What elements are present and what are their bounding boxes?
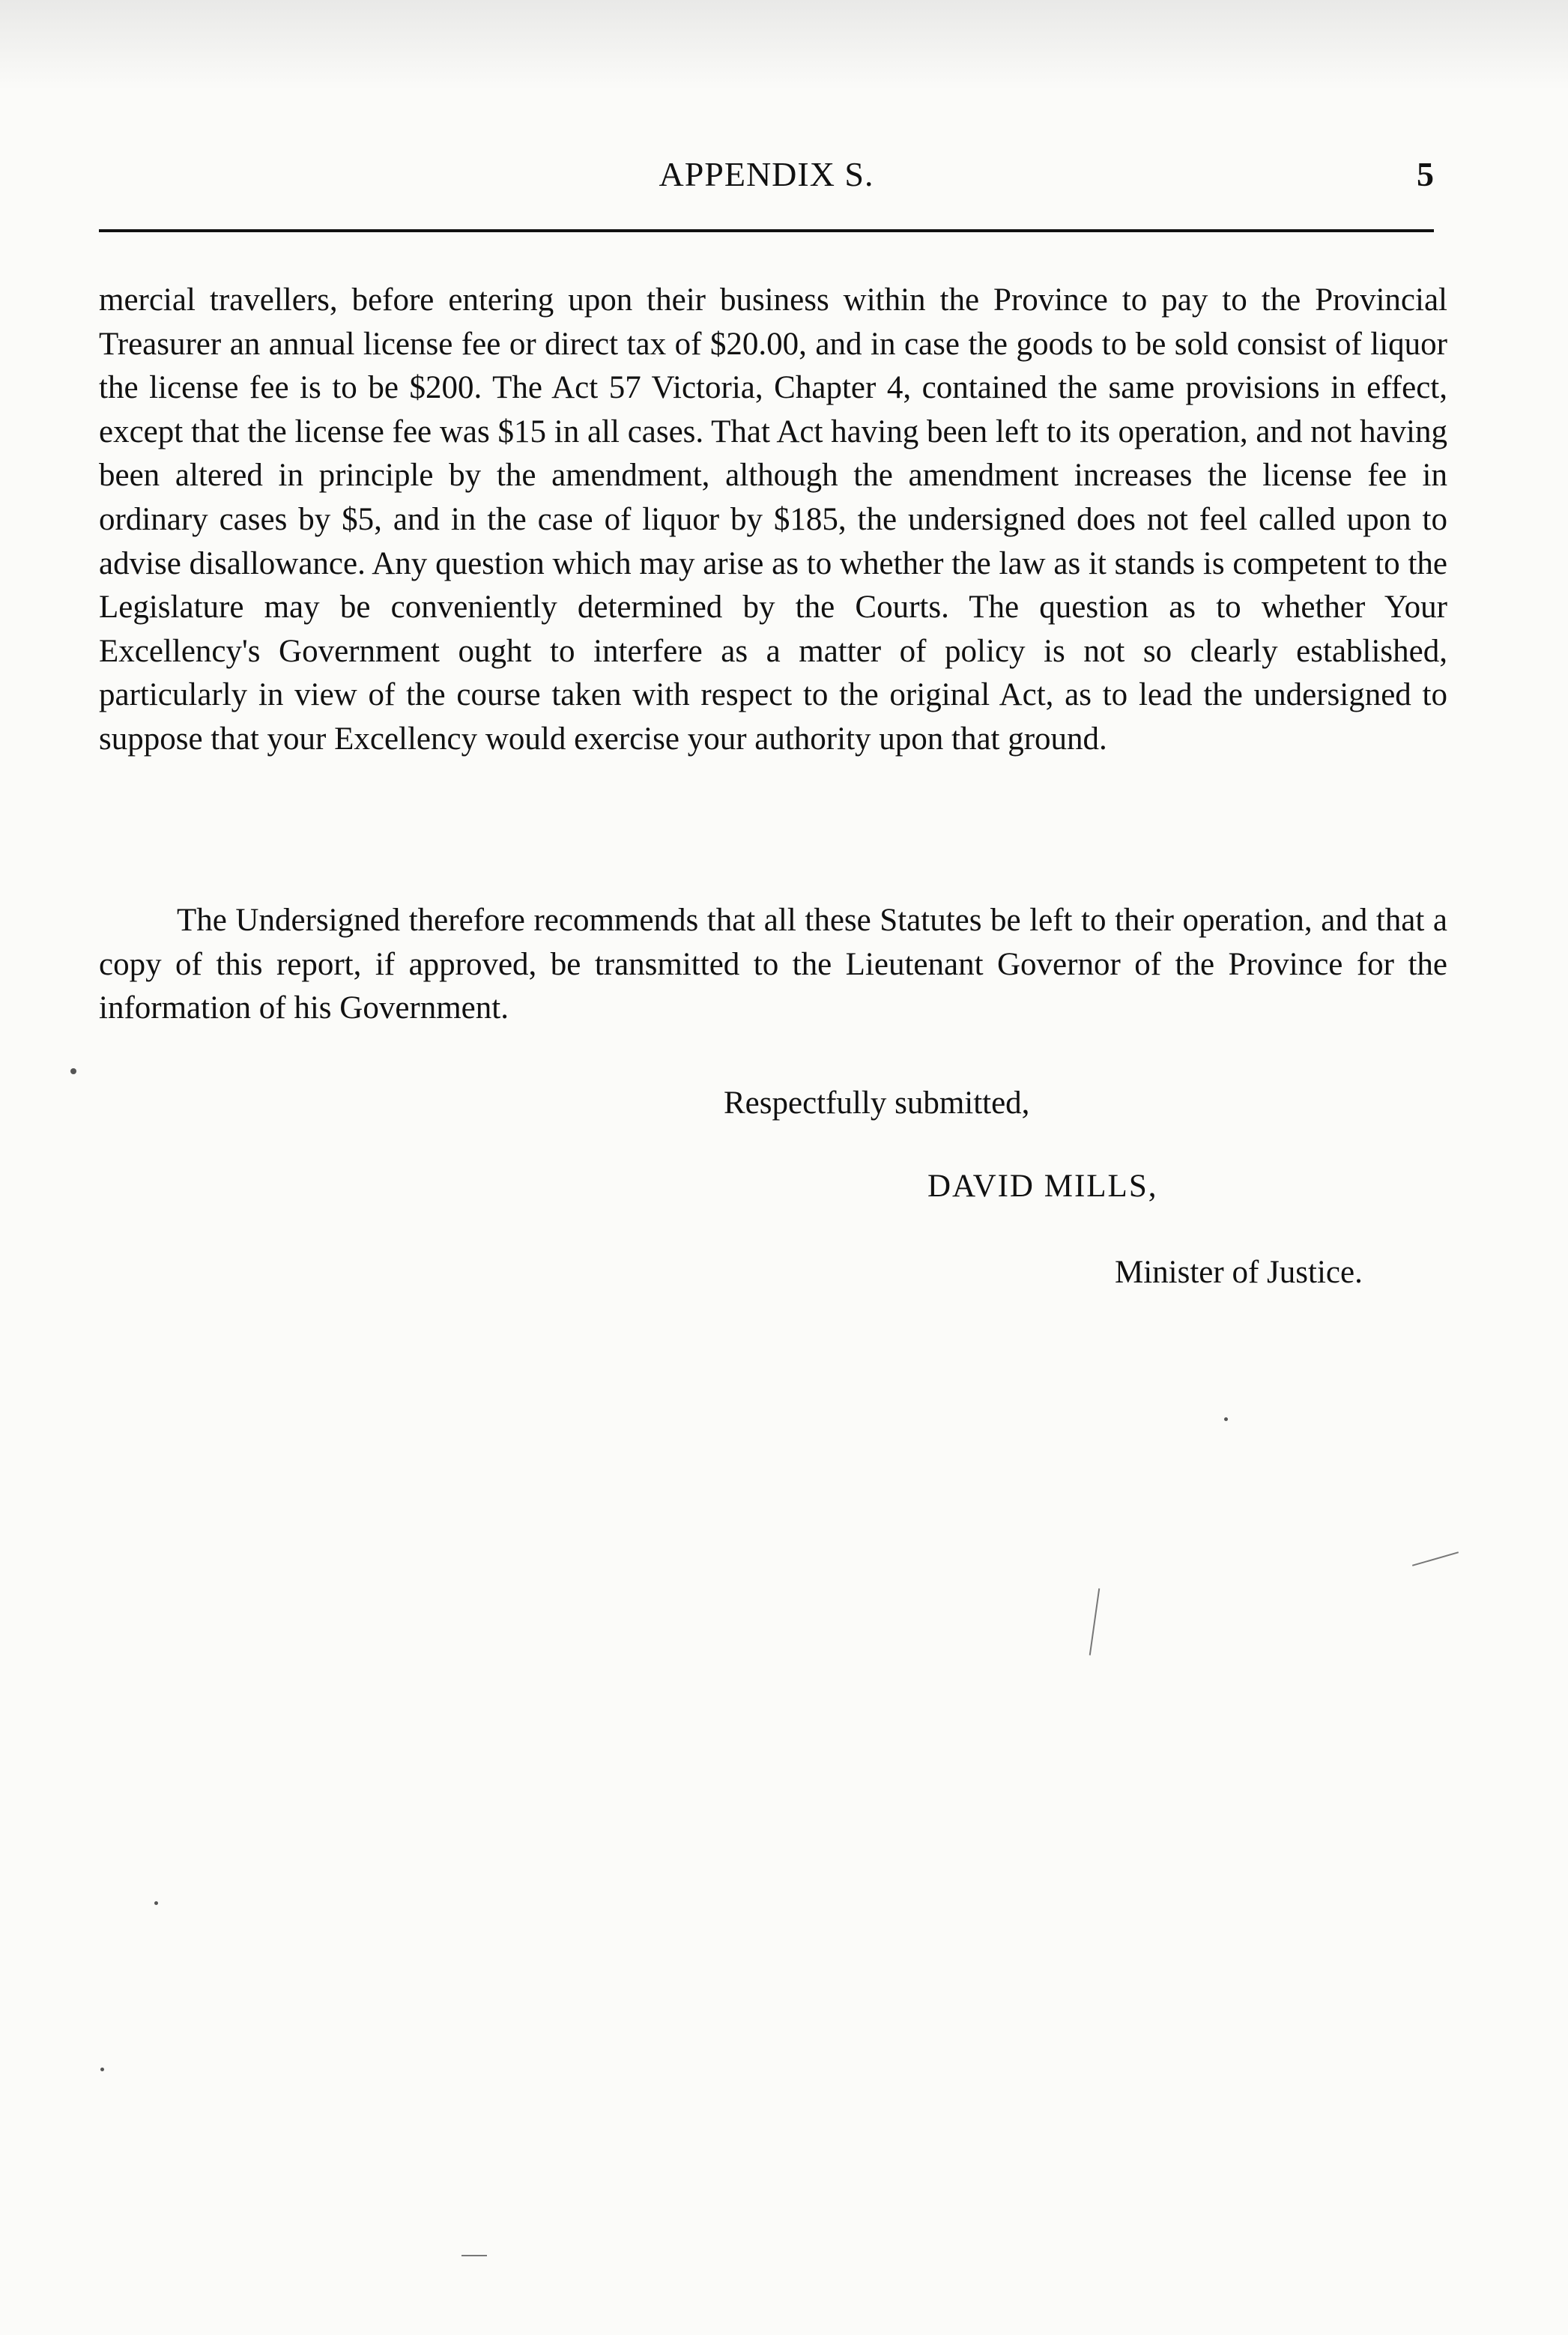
page-header: [99, 154, 1434, 207]
scan-mark: [461, 2255, 487, 2256]
scan-speck: [70, 1068, 76, 1074]
scan-mark: [1089, 1588, 1101, 1655]
signatory-title: Minister of Justice.: [1115, 1255, 1363, 1290]
header-rule: [99, 229, 1434, 232]
appendix-title: APPENDIX S.: [659, 155, 874, 193]
scan-speck: [1224, 1417, 1228, 1421]
scan-mark: [1412, 1551, 1459, 1566]
body-paragraph-1: mercial travellers, before entering upon their business within the Province to pay to the Provincial Treasurer an annual license fee or direct tax of $20.00, and in case the goods to be sold consist of liquor the license fee is to be $200. The Act 57 Victoria, Chapter 4, contained the same provisions in effect, except that the license fee was $15 in all cases. That Act having been left to its operation, and not having been altered in principle by the amendment, although the amendment increases the license fee in ordinary cases by $5, and in the case of liquor by $185, the undersigned does not feel called upon to advise disallowance. Any question which may arise as to whether the law as it stands is competent to the Legislature may be conveniently determined by the Courts. The question as to whether Your Excellency's Government ought to interfere as a matter of policy is not so clearly established, particularly in view of the course taken with respect to the original Act, as to lead the undersigned to suppose that your Excellency would exercise your authority upon that ground.: [99, 282, 1447, 757]
page-number: 5: [1417, 155, 1434, 193]
signatory-name: DAVID MILLS,: [927, 1169, 1158, 1204]
scan-speck: [100, 2068, 104, 2071]
signature-closing: Respectfully submitted,: [724, 1085, 1030, 1121]
scan-artifact: [0, 0, 1568, 90]
body-paragraph-2: The Undersigned therefore recommends that all these Statutes be left to their operation, and that a copy of this report, if approved, be transmitted to the Lieutenant Governor of the Province for the information of his Government.: [99, 903, 1447, 1026]
scan-speck: [154, 1901, 158, 1905]
